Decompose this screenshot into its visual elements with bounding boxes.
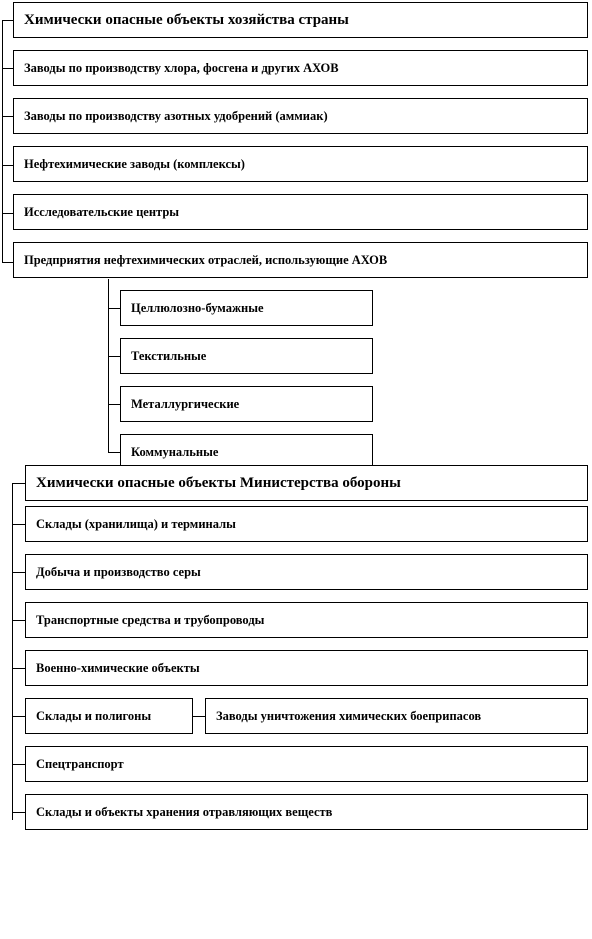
connector-tick — [12, 716, 25, 717]
connector-tick — [2, 262, 13, 263]
section2-item: Склады и полигоны — [25, 698, 193, 734]
connector-tick — [108, 356, 120, 357]
section2-item: Транспортные средства и трубопроводы — [25, 602, 588, 638]
connector-tick — [12, 572, 25, 573]
section1-title: Химически опасные объекты хозяйства страны — [13, 2, 588, 38]
connector-tick — [12, 812, 25, 813]
section1-item: Исследовательские центры — [13, 194, 588, 230]
connector-tick — [12, 524, 25, 525]
connector-tick — [12, 483, 25, 484]
section1-item: Предприятия нефтехимических отраслей, использующие АХОВ — [13, 242, 588, 278]
connector-sub-spine — [108, 279, 109, 453]
subitem: Текстильные — [120, 338, 373, 374]
connector-tick — [12, 764, 25, 765]
section2-item: Военно-химические объекты — [25, 650, 588, 686]
connector-tick — [2, 213, 13, 214]
connector-tick — [2, 68, 13, 69]
connector-side — [192, 716, 205, 717]
connector-tick — [2, 165, 13, 166]
subitem: Целлюлозно-бумажные — [120, 290, 373, 326]
section1-item: Заводы по производству азотных удобрений (аммиак) — [13, 98, 588, 134]
connector-tick — [2, 20, 13, 21]
section2-item: Склады (хранилища) и терминалы — [25, 506, 588, 542]
connector-tick — [108, 452, 120, 453]
connector-tick — [2, 116, 13, 117]
connector-tick — [108, 404, 120, 405]
section2-item: Добыча и производство серы — [25, 554, 588, 590]
connector-spine-1 — [2, 20, 3, 263]
subitem: Металлургические — [120, 386, 373, 422]
connector-tick — [12, 668, 25, 669]
section1-item: Нефтехимические заводы (комплексы) — [13, 146, 588, 182]
section2-title: Химически опасные объекты Министерства обороны — [25, 465, 588, 501]
section2-item: Спецтранспорт — [25, 746, 588, 782]
connector-tick — [108, 308, 120, 309]
subitem: Коммунальные — [120, 434, 373, 470]
section1-item: Заводы по производству хлора, фосгена и других АХОВ — [13, 50, 588, 86]
connector-tick — [12, 620, 25, 621]
connector-spine-2 — [12, 483, 13, 820]
section2-side-item: Заводы уничтожения химических боеприпасов — [205, 698, 588, 734]
section2-item: Склады и объекты хранения отравляющих веществ — [25, 794, 588, 830]
